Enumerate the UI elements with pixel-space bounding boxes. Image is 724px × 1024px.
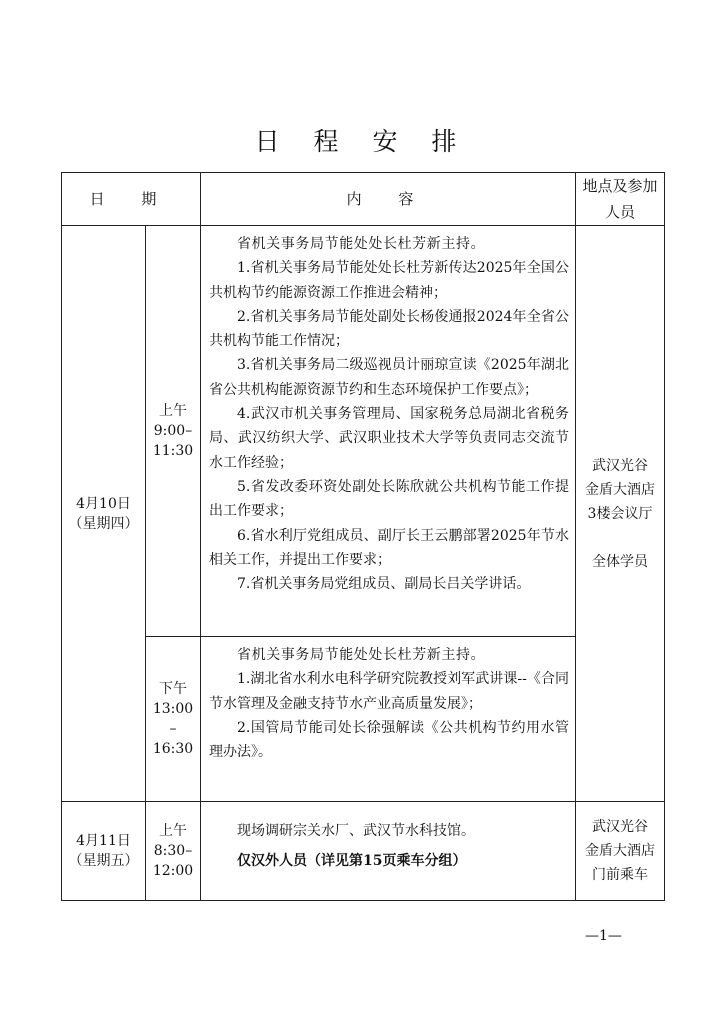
day1-attendees: 全体学员	[592, 553, 648, 570]
morning-item-1: 1.省机关事务局节能处处长杜芳新传达2025年全国公共机构节约能源资源工作推进会精神；	[209, 260, 569, 301]
day2-content	[201, 802, 576, 901]
morning-item-5: 5.省发改委环资处副处长陈欣就公共机构节能工作提出工作要求；	[209, 478, 569, 520]
day1-date: 4月10日	[76, 495, 131, 512]
day2-weekday: （星期五）	[68, 853, 139, 869]
schedule-table	[61, 172, 665, 901]
morning-item-2: 2.省机关事务局节能处副处长杨俊通报2024年全省公共机构节能工作情况；	[209, 308, 569, 350]
day1-place-cell	[576, 226, 665, 802]
day1-morning-row	[62, 226, 665, 637]
day2-note: 仅汉外人员（详见第15页乘车分组）	[237, 853, 467, 869]
page-title: 日 程 安 排	[254, 127, 470, 156]
morning-host: 省机关事务局节能处处长杜芳新主持。	[237, 236, 486, 252]
page-number: —1—	[585, 928, 622, 944]
day1-afternoon-content	[201, 637, 576, 802]
afternoon-start: 13:00	[152, 701, 194, 717]
afternoon-item-2: 2.国管局节能司处长徐强解读《公共机构节约用水管理办法》。	[209, 719, 569, 761]
morning-item-7: 7.省机关事务局党组成员、副局长吕关学讲话。	[237, 576, 531, 593]
day2-place-cell	[576, 802, 665, 901]
morning-period: 上午	[159, 403, 187, 419]
header-place: 地点及参加人员	[576, 173, 665, 226]
day1-date-cell	[62, 226, 146, 802]
day1-venue-3: 3楼会议厅	[587, 505, 653, 522]
day1-venue-1: 武汉光谷	[592, 457, 648, 474]
morning-item-4: 4.武汉市机关事务管理局、国家税务总局湖北省税务局、武汉纺织大学、武汉职业技术大学等负责同志交流节水工作经验；	[209, 406, 569, 471]
day2-date: 4月11日	[76, 833, 131, 849]
day2-activity: 现场调研宗关水厂、武汉节水科技馆。	[237, 823, 475, 839]
day2-venue-3: 门前乘车	[592, 867, 648, 883]
day1-weekday: （星期四）	[68, 515, 139, 532]
day2-time	[146, 802, 201, 901]
afternoon-host: 省机关事务局节能处处长杜芳新主持。	[237, 647, 486, 663]
header-row	[62, 173, 665, 226]
day2-date-cell	[62, 802, 146, 901]
day2-row	[62, 802, 665, 901]
header-content: 内 容	[201, 173, 576, 226]
day1-afternoon-time	[146, 637, 201, 802]
header-date: 日 期	[62, 173, 201, 226]
afternoon-item-1: 1.湖北省水利水电科学研究院教授刘军武讲课--《合同节水管理及金融支持节水产业高质量发展》；	[209, 671, 569, 712]
day1-afternoon-row	[62, 637, 665, 802]
afternoon-dash: –	[169, 721, 177, 737]
day2-end: 12:00	[152, 863, 194, 879]
afternoon-end: 16:30	[152, 741, 194, 757]
day1-morning-content	[201, 226, 576, 637]
day1-venue-2: 金盾大酒店	[585, 481, 655, 498]
morning-item-3: 3.省机关事务局二级巡视员计丽琼宣读《2025年湖北省公共机构能源资源节约和生态环境保护工作要点》；	[209, 357, 569, 398]
day2-venue-2: 金盾大酒店	[585, 843, 655, 859]
morning-start: 9:00–	[153, 423, 193, 439]
afternoon-period: 下午	[159, 681, 187, 697]
day1-morning-time	[146, 226, 201, 637]
day2-venue-1: 武汉光谷	[592, 819, 648, 835]
day2-start: 8:30–	[153, 843, 193, 859]
morning-end: 11:30	[152, 443, 194, 459]
morning-item-6: 6.省水利厅党组成员、副厅长王云鹏部署2025年节水相关工作，并提出工作要求；	[209, 527, 569, 568]
day2-period: 上午	[159, 823, 187, 839]
